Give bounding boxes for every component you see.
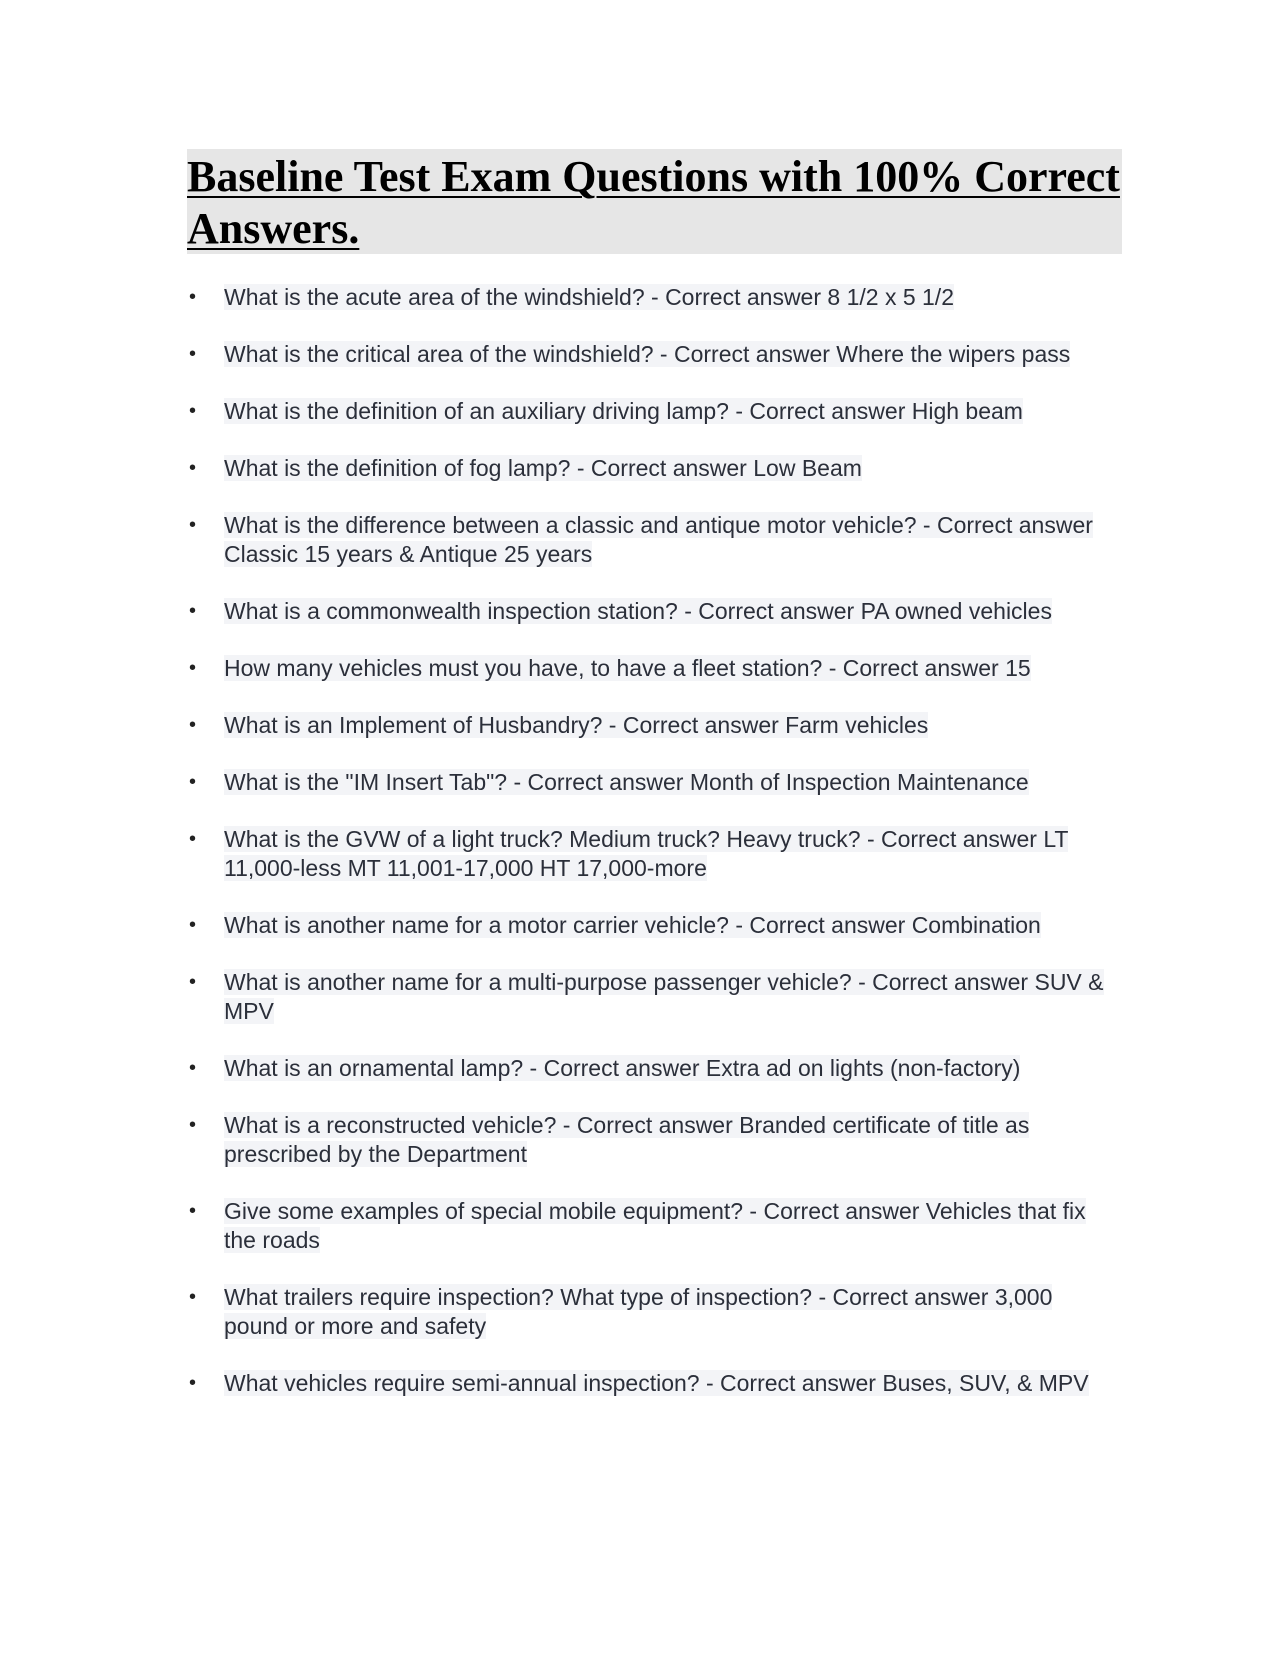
list-item [187, 597, 1122, 626]
question-answer-text: How many vehicles must you have, to have a fleet station? - Correct answer 15 [224, 655, 1031, 681]
list-item [187, 1197, 1122, 1255]
bullet-icon: • [189, 1114, 197, 1136]
title-banner [187, 149, 1122, 254]
bullet-icon: • [189, 343, 197, 365]
question-answer-text: What is another name for a multi-purpose passenger vehicle? - Correct answer SUV & MPV [224, 969, 1104, 1024]
list-item [187, 968, 1122, 1026]
list-item [187, 340, 1122, 369]
bullet-icon: • [189, 828, 197, 850]
bullet-icon: • [189, 286, 197, 308]
bullet-icon: • [189, 971, 197, 993]
list-item [187, 397, 1122, 426]
question-answer-text: What vehicles require semi-annual inspection? - Correct answer Buses, SUV, & MPV [224, 1370, 1089, 1396]
question-answer-text: What is another name for a motor carrier vehicle? - Correct answer Combination [224, 912, 1041, 938]
list-item [187, 1283, 1122, 1341]
question-answer-text: What trailers require inspection? What type of inspection? - Correct answer 3,000 pound or more and safety [224, 1284, 1053, 1339]
question-answer-text: What is the difference between a classic and antique motor vehicle? - Correct answer Classic 15 years & Antique 25 years [224, 512, 1093, 567]
list-item [187, 654, 1122, 683]
question-answer-text: What is the critical area of the windshield? - Correct answer Where the wipers pass [224, 341, 1071, 367]
list-item [187, 1369, 1122, 1398]
bullet-icon: • [189, 914, 197, 936]
question-answer-text: What is a reconstructed vehicle? - Correct answer Branded certificate of title as prescribed by the Department [224, 1112, 1030, 1167]
bullet-icon: • [189, 714, 197, 736]
question-answer-text: What is the acute area of the windshield? - Correct answer 8 1/2 x 5 1/2 [224, 284, 954, 310]
list-item [187, 1054, 1122, 1083]
bullet-icon: • [189, 1372, 197, 1394]
bullet-icon: • [189, 600, 197, 622]
list-item [187, 711, 1122, 740]
bullet-icon: • [189, 457, 197, 479]
bullet-icon: • [189, 514, 197, 536]
list-item [187, 511, 1122, 569]
list-item [187, 283, 1122, 312]
list-item [187, 768, 1122, 797]
list-item [187, 825, 1122, 883]
list-item [187, 1111, 1122, 1169]
bullet-icon: • [189, 400, 197, 422]
question-answer-text: What is an Implement of Husbandry? - Correct answer Farm vehicles [224, 712, 929, 738]
bullet-icon: • [189, 657, 197, 679]
question-answer-text: Give some examples of special mobile equipment? - Correct answer Vehicles that fix the roads [224, 1198, 1086, 1253]
question-answer-text: What is the definition of fog lamp? - Correct answer Low Beam [224, 455, 862, 481]
question-answer-text: What is an ornamental lamp? - Correct answer Extra ad on lights (non-factory) [224, 1055, 1021, 1081]
question-answer-text: What is the definition of an auxiliary driving lamp? - Correct answer High beam [224, 398, 1023, 424]
bullet-icon: • [189, 1057, 197, 1079]
bullet-icon: • [189, 1286, 197, 1308]
question-answer-text: What is the "IM Insert Tab"? - Correct answer Month of Inspection Maintenance [224, 769, 1029, 795]
question-answer-text: What is the GVW of a light truck? Medium truck? Heavy truck? - Correct answer LT 11,000-less MT 11,001-17,000 HT 17,000-more [224, 826, 1069, 881]
bullet-icon: • [189, 771, 197, 793]
bullet-icon: • [189, 1200, 197, 1222]
question-list [187, 283, 1122, 1426]
list-item [187, 911, 1122, 940]
list-item [187, 454, 1122, 483]
document-title: Baseline Test Exam Questions with 100% Correct Answers. [187, 152, 1120, 253]
question-answer-text: What is a commonwealth inspection station? - Correct answer PA owned vehicles [224, 598, 1052, 624]
